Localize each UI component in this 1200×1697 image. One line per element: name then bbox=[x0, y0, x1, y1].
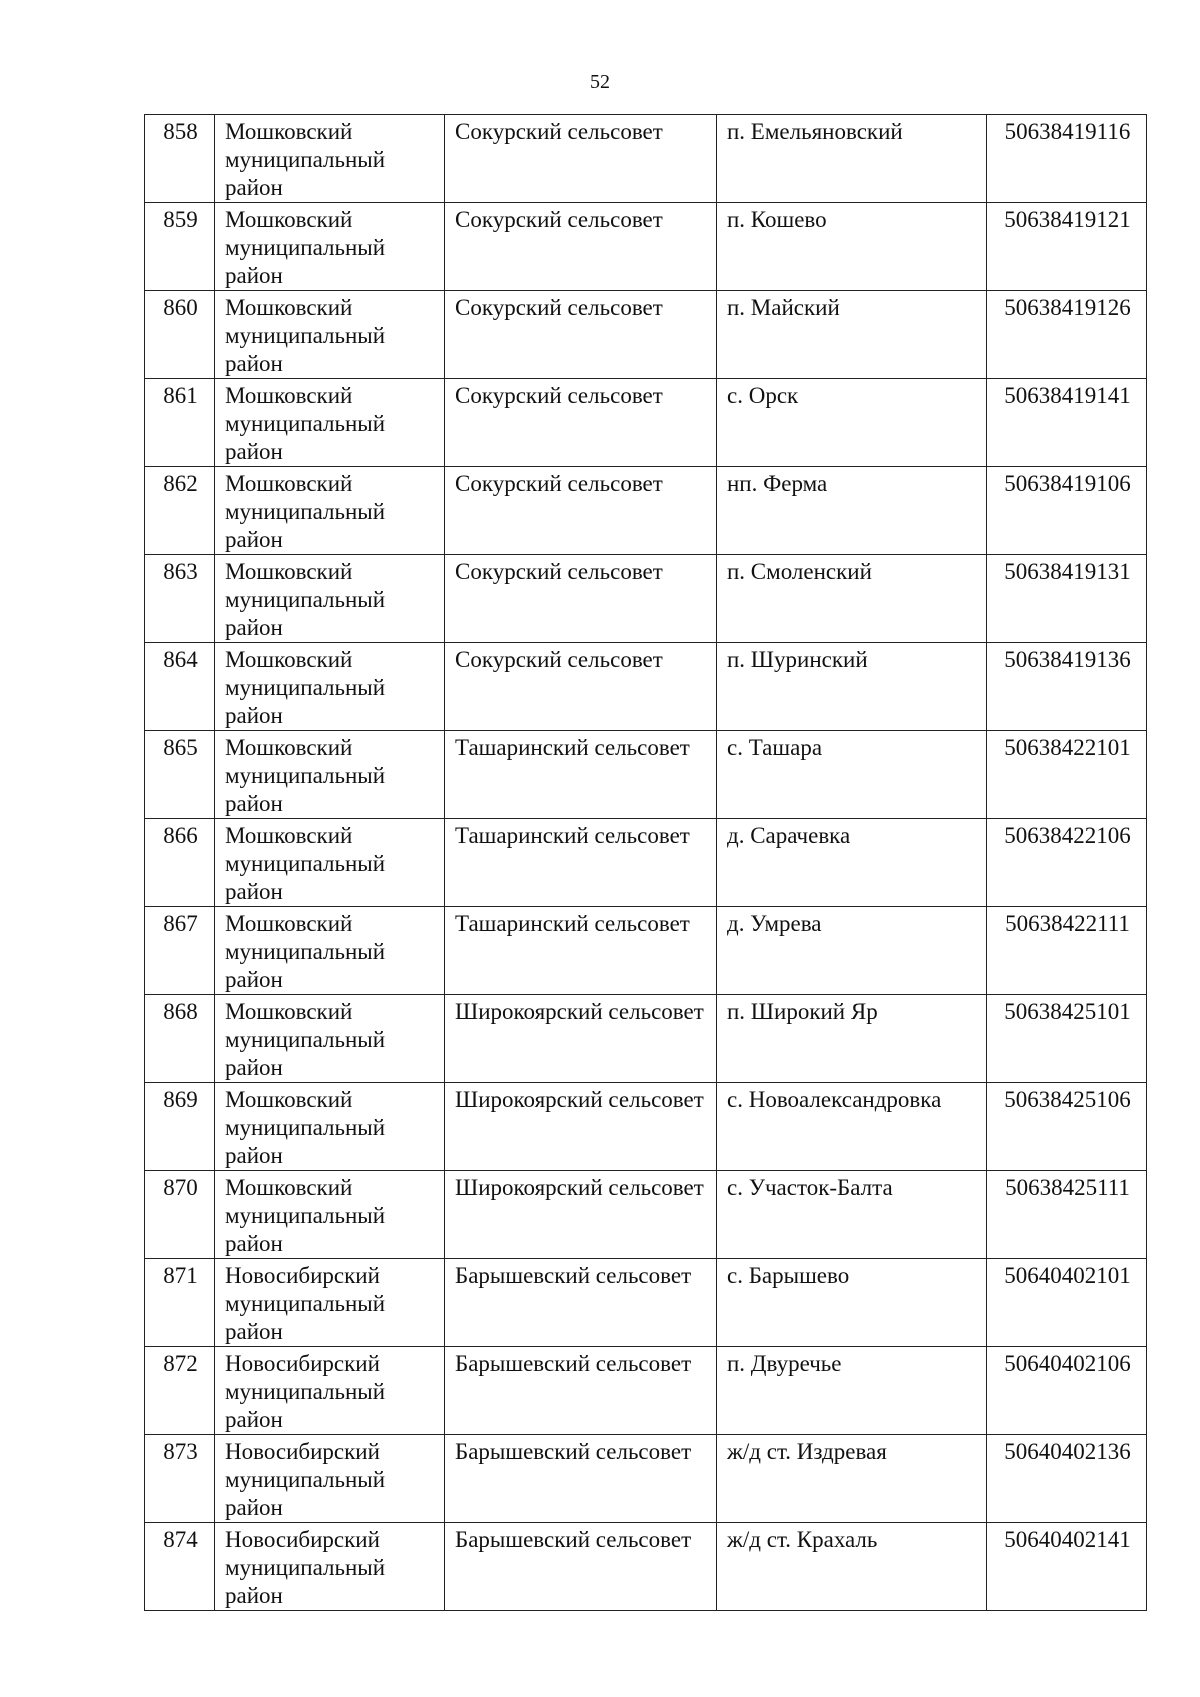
settlement-cell: п. Широкий Яр bbox=[717, 995, 987, 1083]
row-number-cell: 871 bbox=[145, 1259, 215, 1347]
settlement-cell: с. Новоалександровка bbox=[717, 1083, 987, 1171]
settlement-cell: с. Орск bbox=[717, 379, 987, 467]
table-row bbox=[145, 1347, 1147, 1435]
settlement-cell: п. Майский bbox=[717, 291, 987, 379]
table-row bbox=[145, 291, 1147, 379]
table-row bbox=[145, 995, 1147, 1083]
district-cell: Мошковский муниципальный район bbox=[215, 467, 445, 555]
district-cell: Новосибирский муниципальный район bbox=[215, 1435, 445, 1523]
district-cell: Мошковский муниципальный район bbox=[215, 907, 445, 995]
council-cell: Барышевский сельсовет bbox=[445, 1435, 717, 1523]
district-cell: Мошковский муниципальный район bbox=[215, 643, 445, 731]
table-row bbox=[145, 819, 1147, 907]
oktmo-code-cell: 50638419131 bbox=[987, 555, 1147, 643]
settlement-cell: ж/д ст. Крахаль bbox=[717, 1523, 987, 1611]
row-number-cell: 861 bbox=[145, 379, 215, 467]
council-cell: Сокурский сельсовет bbox=[445, 379, 717, 467]
council-cell: Барышевский сельсовет bbox=[445, 1523, 717, 1611]
council-cell: Широкоярский сельсовет bbox=[445, 995, 717, 1083]
table-row bbox=[145, 731, 1147, 819]
row-number-cell: 865 bbox=[145, 731, 215, 819]
table-row bbox=[145, 1083, 1147, 1171]
district-cell: Мошковский муниципальный район bbox=[215, 819, 445, 907]
oktmo-code-cell: 50638425101 bbox=[987, 995, 1147, 1083]
row-number-cell: 869 bbox=[145, 1083, 215, 1171]
council-cell: Широкоярский сельсовет bbox=[445, 1083, 717, 1171]
settlement-cell: с. Барышево bbox=[717, 1259, 987, 1347]
table-row bbox=[145, 555, 1147, 643]
oktmo-code-cell: 50638425106 bbox=[987, 1083, 1147, 1171]
table-row bbox=[145, 907, 1147, 995]
table-row bbox=[145, 643, 1147, 731]
settlement-cell: д. Умрева bbox=[717, 907, 987, 995]
table-row bbox=[145, 379, 1147, 467]
council-cell: Сокурский сельсовет bbox=[445, 291, 717, 379]
table-row bbox=[145, 467, 1147, 555]
settlement-cell: ж/д ст. Издревая bbox=[717, 1435, 987, 1523]
district-cell: Мошковский муниципальный район bbox=[215, 1083, 445, 1171]
oktmo-code-cell: 50640402101 bbox=[987, 1259, 1147, 1347]
table-row bbox=[145, 1523, 1147, 1611]
row-number-cell: 873 bbox=[145, 1435, 215, 1523]
table-row bbox=[145, 1259, 1147, 1347]
district-cell: Мошковский муниципальный район bbox=[215, 379, 445, 467]
settlement-cell: нп. Ферма bbox=[717, 467, 987, 555]
oktmo-code-cell: 50640402141 bbox=[987, 1523, 1147, 1611]
table-row bbox=[145, 1435, 1147, 1523]
row-number-cell: 870 bbox=[145, 1171, 215, 1259]
table-row bbox=[145, 203, 1147, 291]
oktmo-code-cell: 50638419126 bbox=[987, 291, 1147, 379]
settlement-cell: с. Участок-Балта bbox=[717, 1171, 987, 1259]
row-number-cell: 872 bbox=[145, 1347, 215, 1435]
district-cell: Мошковский муниципальный район bbox=[215, 995, 445, 1083]
settlement-cell: с. Ташара bbox=[717, 731, 987, 819]
district-cell: Мошковский муниципальный район bbox=[215, 291, 445, 379]
settlement-cell: п. Двуречье bbox=[717, 1347, 987, 1435]
settlement-cell: п. Кошево bbox=[717, 203, 987, 291]
oktmo-code-cell: 50638419136 bbox=[987, 643, 1147, 731]
table-body bbox=[145, 115, 1147, 1611]
row-number-cell: 859 bbox=[145, 203, 215, 291]
settlement-cell: п. Шуринский bbox=[717, 643, 987, 731]
council-cell: Сокурский сельсовет bbox=[445, 203, 717, 291]
district-cell: Мошковский муниципальный район bbox=[215, 203, 445, 291]
page-number: 52 bbox=[590, 71, 610, 93]
oktmo-code-cell: 50638422111 bbox=[987, 907, 1147, 995]
row-number-cell: 864 bbox=[145, 643, 215, 731]
council-cell: Сокурский сельсовет bbox=[445, 555, 717, 643]
oktmo-code-cell: 50638422106 bbox=[987, 819, 1147, 907]
settlement-cell: п. Емельяновский bbox=[717, 115, 987, 203]
settlement-cell: д. Сарачевка bbox=[717, 819, 987, 907]
council-cell: Сокурский сельсовет bbox=[445, 643, 717, 731]
oktmo-code-cell: 50640402106 bbox=[987, 1347, 1147, 1435]
table-row bbox=[145, 115, 1147, 203]
oktmo-code-cell: 50638419116 bbox=[987, 115, 1147, 203]
council-cell: Барышевский сельсовет bbox=[445, 1347, 717, 1435]
oktmo-code-cell: 50638419141 bbox=[987, 379, 1147, 467]
row-number-cell: 868 bbox=[145, 995, 215, 1083]
settlement-cell: п. Смоленский bbox=[717, 555, 987, 643]
district-cell: Мошковский муниципальный район bbox=[215, 731, 445, 819]
oktmo-code-cell: 50638419106 bbox=[987, 467, 1147, 555]
council-cell: Барышевский сельсовет bbox=[445, 1259, 717, 1347]
row-number-cell: 858 bbox=[145, 115, 215, 203]
district-cell: Мошковский муниципальный район bbox=[215, 1171, 445, 1259]
oktmo-code-cell: 50638422101 bbox=[987, 731, 1147, 819]
row-number-cell: 866 bbox=[145, 819, 215, 907]
district-cell: Новосибирский муниципальный район bbox=[215, 1523, 445, 1611]
district-cell: Новосибирский муниципальный район bbox=[215, 1259, 445, 1347]
district-cell: Мошковский муниципальный район bbox=[215, 555, 445, 643]
row-number-cell: 860 bbox=[145, 291, 215, 379]
oktmo-code-cell: 50640402136 bbox=[987, 1435, 1147, 1523]
council-cell: Ташаринский сельсовет bbox=[445, 819, 717, 907]
council-cell: Сокурский сельсовет bbox=[445, 115, 717, 203]
row-number-cell: 863 bbox=[145, 555, 215, 643]
council-cell: Сокурский сельсовет bbox=[445, 467, 717, 555]
council-cell: Широкоярский сельсовет bbox=[445, 1171, 717, 1259]
council-cell: Ташаринский сельсовет bbox=[445, 907, 717, 995]
council-cell: Ташаринский сельсовет bbox=[445, 731, 717, 819]
district-cell: Новосибирский муниципальный район bbox=[215, 1347, 445, 1435]
oktmo-code-cell: 50638425111 bbox=[987, 1171, 1147, 1259]
row-number-cell: 862 bbox=[145, 467, 215, 555]
district-cell: Мошковский муниципальный район bbox=[215, 115, 445, 203]
table-row bbox=[145, 1171, 1147, 1259]
oktmo-code-cell: 50638419121 bbox=[987, 203, 1147, 291]
row-number-cell: 867 bbox=[145, 907, 215, 995]
row-number-cell: 874 bbox=[145, 1523, 215, 1611]
settlements-table bbox=[144, 114, 1147, 1611]
